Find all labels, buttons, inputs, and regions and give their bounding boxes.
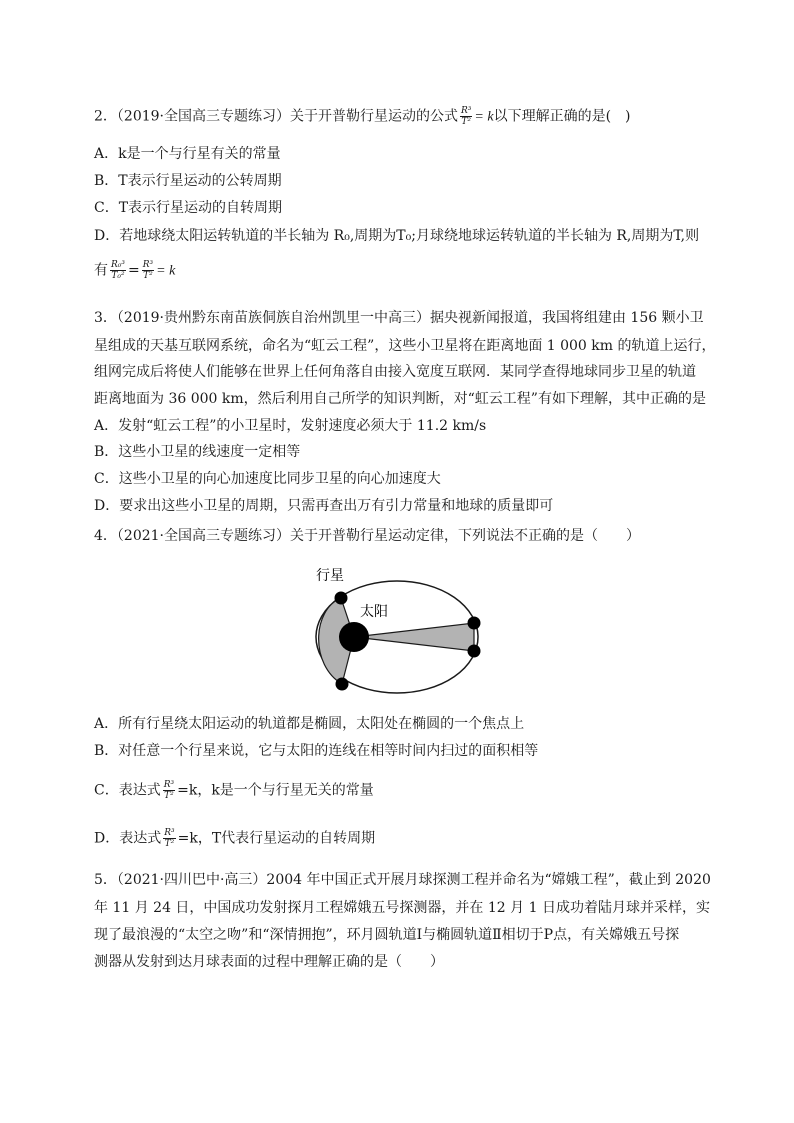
q4-option-d-prefix: D．表达式 [94,830,162,847]
q5-stem-line2: 年 11 月 24 日，中国成功发射探月工程嫦娥五号探测器，并在 12 月 1 日成功着陆月球并采样，实 [94,900,710,916]
kepler-orbit-diagram [300,560,500,700]
q3-stem-line2: 星组成的天基互联网系统，命名为“虹云工程”，这些小卫星将在距离地面 1 000 km 的轨道上运行， [94,338,716,354]
q3-option-b: B．这些小卫星的线速度一定相等 [94,444,301,460]
planet-right-upper-icon [468,617,481,630]
q2-option-d-fraction-2 [142,260,154,281]
planet-top-left-icon [335,592,348,605]
swept-area-right [354,623,474,651]
q2-option-d-f2-den: T² [143,271,153,281]
q2-option-d-k: = k [156,263,176,279]
q2-option-d-f2-num: R³ [142,260,154,270]
q3-option-c: C．这些小卫星的向心加速度比同步卫星的向心加速度大 [94,471,441,487]
sun-label: 太阳 [360,604,388,620]
planet-label: 行星 [316,568,344,584]
q5-stem-line4: 测器从发射到达月球表面的过程中理解正确的是（ ） [94,954,444,970]
q4-option-d-fraction [163,828,175,849]
sun-icon [339,622,369,652]
planet-right-lower-icon [468,645,481,658]
q2-formula [460,106,472,127]
q2-formula-num: R³ [461,106,472,116]
q2-stem [94,106,631,128]
q4-option-c-fraction [163,780,175,801]
q3-stem-line3: 组网完成后将使人们能够在世界上任何角落自由接入宽度互联网．某同学查得地球同步卫星的轨道 [94,364,696,380]
planet-bottom-left-icon [336,678,349,691]
orbit-svg [300,560,500,700]
q4-option-b: B．对任意一个行星来说，它与太阳的连线在相等时间内扫过的面积相等 [94,743,539,759]
q4-option-d-den: T² [164,839,175,849]
q2-option-d-f1-num: R₀³ [111,260,125,270]
q4-stem: 4．（2021·全国高三专题练习）关于开普勒行星运动定律，下列说法不正确的是（ ） [94,528,640,544]
q2-stem-before: 关于开普勒行星运动的公式 [290,108,459,125]
q4-option-d-num: R³ [164,828,175,838]
q2-option-d-fraction-1 [110,260,126,281]
q5-stem-line1: 5．（2021·四川巴中·高三）2004 年中国正式开展月球探测工程并命名为“嫦娥工程”，截止到 2020 [94,872,711,888]
q3-option-d: D．要求出这些小卫星的周期，只需再查出万有引力常量和地球的质量即可 [94,498,554,514]
q2-formula-den: T² [461,117,472,127]
q2-option-a: A．k是一个与行星有关的常量 [94,146,281,162]
q4-option-c-prefix: C．表达式 [94,782,161,799]
q2-option-d-f1-den: T₀² [111,271,125,281]
q2-number: 2． [94,108,117,125]
q2-option-d-line1: D．若地球绕太阳运转轨道的半长轴为 R₀,周期为T₀;月球绕地球运转轨道的半长轴为 R,周期为T,则 [94,228,700,244]
q2-stem-after: 以下理解正确的是( ) [493,108,631,125]
q3-stem-line4: 距离地面为 36 000 km，然后利用自己所学的知识判断，对“虹云工程”有如下理解，其中正确的是 [94,391,706,407]
q4-option-c-den: T² [164,791,174,801]
q3-option-a: A．发射“虹云工程”的小卫星时，发射速度必须大于 11.2 km/s [94,418,487,434]
q4-option-a: A．所有行星绕太阳运动的轨道都是椭圆，太阳处在椭圆的一个焦点上 [94,716,525,732]
q3-stem-line1: 3．（2019·贵州黔东南苗族侗族自治州凯里一中高三）据央视新闻报道，我国将组建由 156 颗小卫 [94,310,704,326]
q2-option-b: B．T表示行星运动的公转周期 [94,173,282,189]
q4-option-d [94,828,375,849]
q2-option-d-prefix: 有 [94,262,108,279]
q2-option-c: C．T表示行星运动的自转周期 [94,200,283,216]
q2-formula-eq: = k [474,109,494,125]
q2-option-d-eq: = [128,262,140,279]
q2-source: （2019·全国高三专题练习） [116,108,291,125]
q4-option-c [94,780,374,801]
q4-option-c-num: R³ [163,780,175,790]
q2-option-d-line2 [94,260,175,282]
q5-stem-line3: 现了最浪漫的“太空之吻”和“深情拥抱”，环月圆轨道Ⅰ与椭圆轨道Ⅱ相切于P点，有关嫦娥五号探 [94,927,680,943]
q4-option-c-suffix: =k，k是一个与行星无关的常量 [177,782,374,799]
q4-option-d-suffix: =k，T代表行星运动的自转周期 [177,830,376,847]
